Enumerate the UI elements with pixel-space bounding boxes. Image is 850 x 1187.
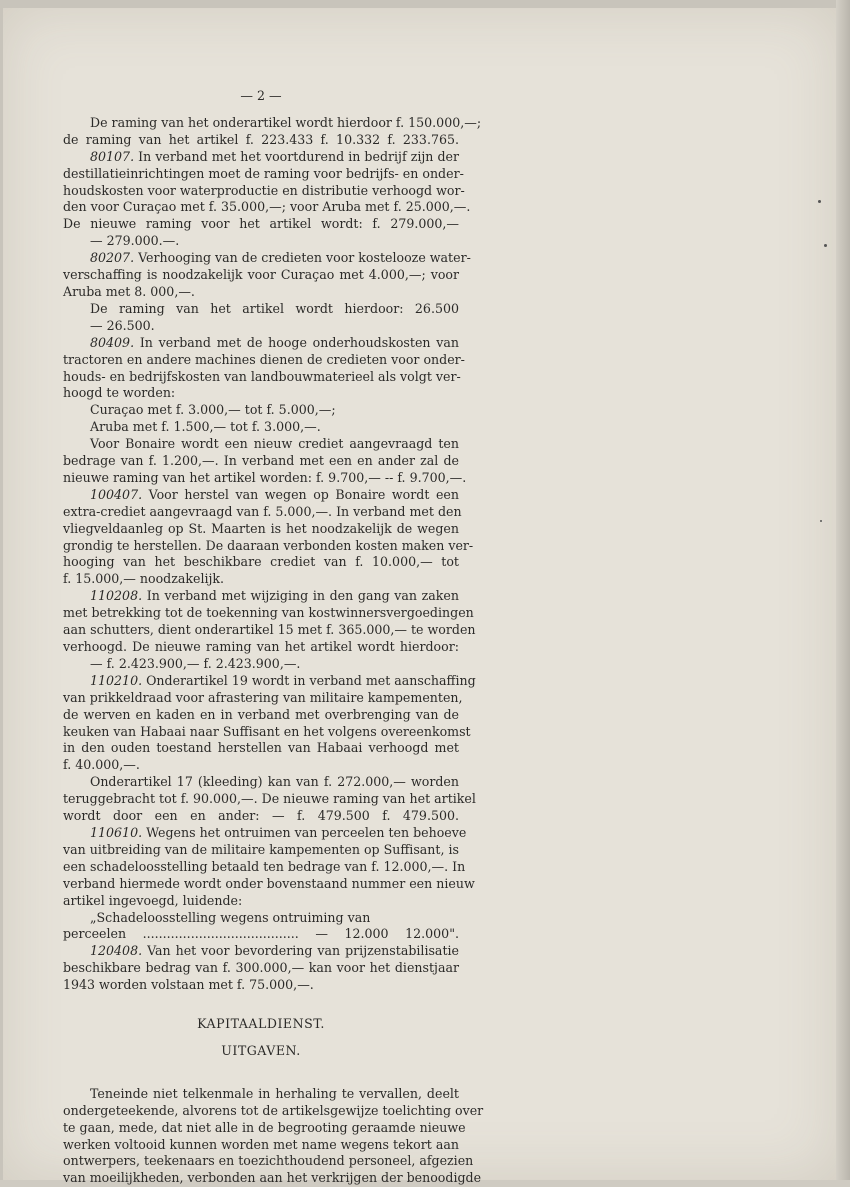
line-text: Aruba met f. 1.500,— tot f. 3.000,—. [90, 419, 321, 435]
line-text: de werven en kaden en in verband met overbrenging van de [63, 706, 459, 722]
text-line [63, 774, 459, 791]
text-line [63, 503, 462, 521]
text-block-current-service [63, 114, 482, 994]
line-text: van moeilijkheden, verbonden aan het verkrijgen der benoodigde [63, 1170, 482, 1186]
article-code: 80409. [90, 334, 135, 350]
text-line [63, 469, 467, 487]
text-line [63, 419, 459, 436]
text-line [63, 1153, 474, 1170]
line-text: In verband met het voortdurend in bedrijf zijn der [138, 148, 459, 164]
text-line [63, 165, 464, 183]
line-text: Aruba met 8. 000,—. [63, 283, 195, 299]
text-line [63, 132, 459, 149]
text-line [63, 960, 459, 977]
text-line [63, 1086, 459, 1103]
line-text: perceelen ....................................... — 12.000 12.000". [63, 926, 459, 942]
line-text: — 26.500. [90, 317, 155, 333]
text-line [63, 301, 459, 318]
line-text: ondergeteekende, alvorens tot de artikelsgewijze toelichting over [63, 1102, 484, 1118]
text-line [63, 537, 474, 555]
article-code: 100407. [90, 486, 143, 502]
line-text: — 279.000.—. [90, 233, 180, 249]
line-text: Voor Bonaire wordt een nieuw crediet aangevraagd ten [90, 436, 459, 452]
text-line [63, 351, 465, 369]
text-line [63, 453, 459, 470]
line-text: beschikbare bedrag van f. 300.000,— kan voor het dienstjaar [63, 960, 459, 976]
line-text: in den ouden toestand herstellen van Habaai verhoogd met [63, 740, 459, 756]
line-text: In verband met wijziging in den gang van zaken [146, 588, 459, 604]
text-line [63, 335, 459, 352]
line-text: De nieuwe raming voor het artikel wordt: f. 279.000,— [63, 216, 459, 232]
text-line [63, 622, 476, 639]
text-line [63, 233, 459, 250]
text-line [63, 284, 459, 301]
text-line [63, 977, 459, 994]
line-text: Teneinde niet telkenmale in herhaling te vervallen, deelt [90, 1085, 459, 1101]
text-line [63, 402, 459, 419]
line-text: houdskosten voor waterproductie en distributie verhoogd wor- [63, 182, 465, 198]
text-line [63, 893, 459, 910]
text-line [63, 250, 471, 267]
line-text: Voor herstel van wegen op Bonaire wordt een [148, 486, 459, 502]
text-line [63, 656, 459, 673]
text-line [63, 487, 459, 504]
line-text: f. 40.000,—. [63, 757, 140, 773]
text-line [63, 436, 459, 453]
line-text: werken voltooid kunnen worden met name wegens tekort aan [63, 1136, 459, 1152]
line-text: artikel ingevoegd, luidende: [63, 892, 243, 908]
line-text: 1943 worden volstaan met f. 75.000,—. [63, 977, 314, 993]
line-text: — f. 2.423.900,— f. 2.423.900,—. [90, 655, 301, 671]
text-line [63, 216, 459, 233]
line-text: verschaffing is noodzakelijk voor Curaçao met 4.000,—; voor [63, 267, 459, 283]
line-text: bedrage van f. 1.200,—. In verband met een en ander zal de [63, 453, 459, 469]
line-text: extra-crediet aangevraagd van f. 5.000,—. In verband met den [63, 503, 462, 519]
text-line [63, 267, 459, 284]
text-line [63, 824, 467, 842]
line-text: De raming van het onderartikel wordt hierdoor f. 150.000,—; [90, 114, 482, 130]
text-line [63, 689, 463, 707]
text-line [63, 875, 475, 893]
speck [820, 520, 822, 522]
text-line [63, 588, 459, 605]
page-number: — 2 — [240, 88, 282, 103]
article-code: 110610. [90, 824, 143, 840]
text-line [63, 926, 459, 943]
text-line [63, 114, 482, 132]
text-line [63, 149, 459, 166]
text-line [63, 571, 459, 588]
line-text: te gaan, mede, dat niet alle in de begrooting geraamde nieuwe [63, 1119, 466, 1135]
line-text: wordt door een en ander: — f. 479.500 f. 479.500. [63, 808, 459, 824]
line-text: tractoren en andere machines dienen de credieten voor onder- [63, 351, 465, 367]
line-text: f. 15.000,— noodzakelijk. [63, 571, 225, 587]
text-line [63, 1102, 484, 1120]
line-text: houds- en bedrijfskosten van landbouwmaterieel als volgt ver- [63, 368, 461, 384]
text-block-capital-service [63, 1085, 484, 1187]
line-text: nieuwe raming van het artikel worden: f. 9.700,— -- f. 9.700,—. [63, 469, 467, 485]
line-text: keuken van Habaai naar Suffisant en het volgens overeenkomst [63, 723, 471, 739]
line-text: ontwerpers, teekenaars en toezichthoudend personeel, afgezien [63, 1153, 474, 1169]
text-line [63, 943, 459, 960]
document-body [63, 88, 484, 1187]
line-text: Onderartikel 19 wordt in verband met aanschaffing [146, 672, 476, 688]
line-text: Onderartikel 17 (kleeding) kan van f. 272.000,— worden [90, 774, 459, 790]
text-line [63, 369, 459, 386]
line-text: verband hiermede wordt onder bovenstaand nummer een nieuw [63, 875, 475, 891]
text-line [63, 910, 459, 927]
text-line [63, 842, 459, 859]
speck [824, 244, 827, 247]
article-code: 110208. [90, 588, 143, 604]
line-text: van uitbreiding van de militaire kampementen op Suffisant, is [63, 841, 459, 857]
article-code: 80107. [90, 148, 135, 164]
line-text: Curaçao met f. 3.000,— tot f. 5.000,—; [90, 402, 336, 418]
heading-uitgaven: UITGAVEN. [221, 1042, 301, 1058]
page-edge-shadow [836, 0, 850, 1180]
line-text: van prikkeldraad voor afrastering van militaire kampementen, [63, 689, 463, 705]
text-line [63, 723, 471, 741]
line-text: „Schadeloosstelling wegens ontruiming van [90, 909, 371, 925]
text-line [63, 605, 474, 622]
line-text: verhoogd. De nieuwe raming van het artikel wordt hierdoor: [63, 639, 459, 654]
heading-kapitaaldienst: KAPITAALDIENST. [197, 1016, 325, 1032]
article-code: 80207. [90, 250, 135, 266]
line-text: aan schutters, dient onderartikel 15 met f. 365.000,— te worden [63, 622, 476, 638]
text-line [63, 318, 459, 335]
text-line [63, 182, 465, 200]
line-text: vliegveldaanleg op St. Maarten is het noodzakelijk de wegen [63, 520, 459, 536]
line-text: Verhooging van de credieten voor kostelooze water- [138, 250, 471, 266]
line-text: De raming van het artikel wordt hierdoor: 26.500 [90, 300, 459, 316]
line-text: Wegens het ontruimen van perceelen ten behoeve [146, 824, 467, 840]
text-line [63, 1119, 466, 1137]
line-text: hoogd te worden: [63, 385, 176, 401]
text-line [63, 1170, 482, 1187]
text-line [63, 639, 459, 656]
article-code: 120408. [90, 943, 143, 959]
text-line [63, 521, 459, 538]
text-line [63, 199, 471, 216]
text-line [63, 858, 466, 876]
speck [818, 200, 821, 203]
line-text: In verband met de hooge onderhoudskosten van [139, 334, 459, 350]
text-line [63, 672, 476, 690]
text-line [63, 1137, 459, 1154]
line-text: Van het voor bevordering van prijzenstabilisatie [147, 943, 459, 959]
text-line [63, 791, 476, 808]
line-text: een schadeloosstelling betaald ten bedrage van f. 12.000,—. In [63, 858, 466, 874]
text-line [63, 757, 459, 774]
line-text: de raming van het artikel f. 223.433 f. 10.332 f. 233.765. [63, 131, 459, 147]
line-text: hooging van het beschikbare crediet van f. 10.000,— tot [63, 554, 459, 570]
line-text: teruggebracht tot f. 90.000,—. De nieuwe raming van het artikel [63, 791, 476, 807]
line-text: grondig te herstellen. De daaraan verbonden kosten maken ver- [63, 537, 474, 553]
line-text: met betrekking tot de toekenning van kostwinnersvergoedingen [63, 605, 474, 621]
line-text: destillatieinrichtingen moet de raming voor bedrijfs- en onder- [63, 165, 464, 181]
text-line [63, 740, 459, 757]
text-line [63, 554, 459, 571]
article-code: 110210. [90, 672, 143, 688]
text-line [63, 808, 459, 825]
text-line [63, 385, 459, 402]
line-text: den voor Curaçao met f. 35.000,—; voor Aruba met f. 25.000,—. [63, 199, 471, 215]
text-line [63, 707, 459, 724]
